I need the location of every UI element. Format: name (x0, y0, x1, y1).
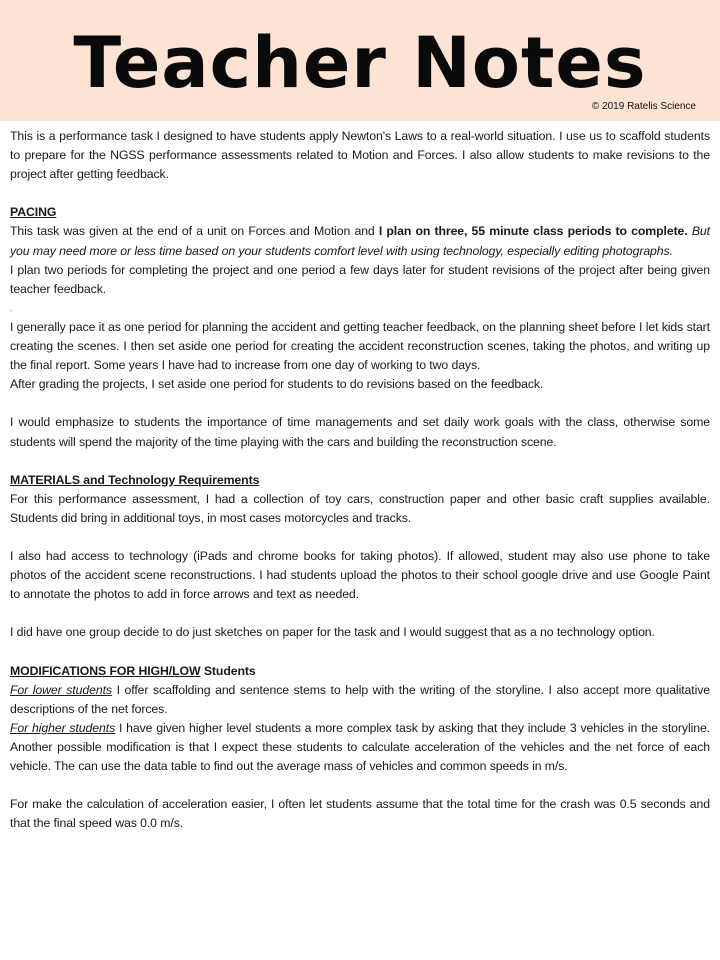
spacer (10, 528, 710, 547)
higher-students-text: I have given higher level students a more complex task by asking that they include 3 vehicles in the storyline. Another possible modification is that I expect these students to calculate acceleration of the vehicles and the net force of each vehicle. The can use the data table to find out the average mass of vehicles and common speeds in m/s. (10, 720, 711, 774)
materials-paragraph-2: I also had access to technology (iPads and chrome books for taking photos). If allowed, student may also use phone to take photos of the accident scene reconstructions. I had students upload the photos to their school google drive and use Google Paint to annotate the photos to add in force arrows and text as needed. (10, 549, 710, 602)
materials-paragraph-3: I did have one group decide to do just sketches on paper for the task and I would suggest that as a no technology option. (10, 625, 655, 640)
notes-body (0, 121, 720, 833)
pacing-heading: PACING (10, 205, 57, 220)
page-title: Teacher Notes (73, 22, 647, 104)
pacing-lead-text: This task was given at the end of a unit on Forces and Motion and (10, 224, 379, 239)
materials-paragraph-1: For this performance assessment, I had a collection of toy cars, construction paper and other basic craft supplies available. Students did bring in additional toys, in most cases motorcycles and tracks. (10, 491, 710, 525)
higher-students-paragraph (10, 719, 710, 776)
spacer (10, 452, 710, 471)
materials-heading: MATERIALS and Technology Requirements (10, 472, 260, 487)
modifications-heading (10, 662, 710, 681)
pacing-paragraph-2: I plan two periods for completing the project and one period a few days later for student revisions of the project after being given teacher feedback. (10, 262, 710, 296)
higher-students-label: For higher students (10, 720, 116, 735)
pacing-paragraph-5: I would emphasize to students the importance of time managements and set daily work goals with the class, otherwise some students will spend the majority of the time playing with the cars and building the reconstruction scene. (10, 415, 710, 449)
pacing-italic-text: But you may need more or less time based on your students comfort level with using technology, especially editing photographs. (10, 224, 710, 258)
pacing-paragraph-4: After grading the projects, I set aside one period for students to do revisions based on the feedback. (10, 377, 544, 392)
copyright-notice: © 2019 Ratelis Science (591, 101, 696, 112)
spacer (10, 604, 710, 623)
spacer (10, 776, 710, 795)
pacing-paragraph-1 (10, 222, 710, 260)
lower-students-label: For lower students (10, 682, 112, 697)
pacing-paragraph-3: I generally pace it as one period for planning the accident and getting teacher feedback, on the planning sheet before I let kids start creating the scenes. I then set aside one period for creating the accident reconstruction scenes, taking the photos, and writing up the final report. Some years I have had to increase from one day of working to two days. (10, 319, 710, 373)
header-banner (0, 0, 720, 121)
lower-students-text: I offer scaffolding and sentence stems to help with the writing of the storyline. I also accept more qualitative descriptions of the net forces. (10, 682, 710, 716)
spacer (10, 643, 710, 662)
spacer (10, 184, 710, 203)
stray-dot: . (10, 303, 13, 313)
lower-students-paragraph (10, 681, 710, 719)
modifications-heading-rest: Students (200, 663, 256, 678)
spacer (10, 394, 710, 413)
acceleration-paragraph: For make the calculation of acceleration easier, I often let students assume that the total time for the crash was 0.5 seconds and that the final speed was 0.0 m/s. (10, 797, 710, 831)
intro-paragraph: This is a performance task I designed to have students apply Newton's Laws to a real-world situation. I use us to scaffold students to prepare for the NGSS performance assessments related to Motion and Forces. I also allow students to make revisions to the project after getting feedback. (10, 129, 710, 182)
modifications-heading-underlined: MODIFICATIONS FOR HIGH/LOW (10, 663, 201, 678)
pacing-bold-text: I plan on three, 55 minute class periods to complete. (378, 224, 688, 239)
